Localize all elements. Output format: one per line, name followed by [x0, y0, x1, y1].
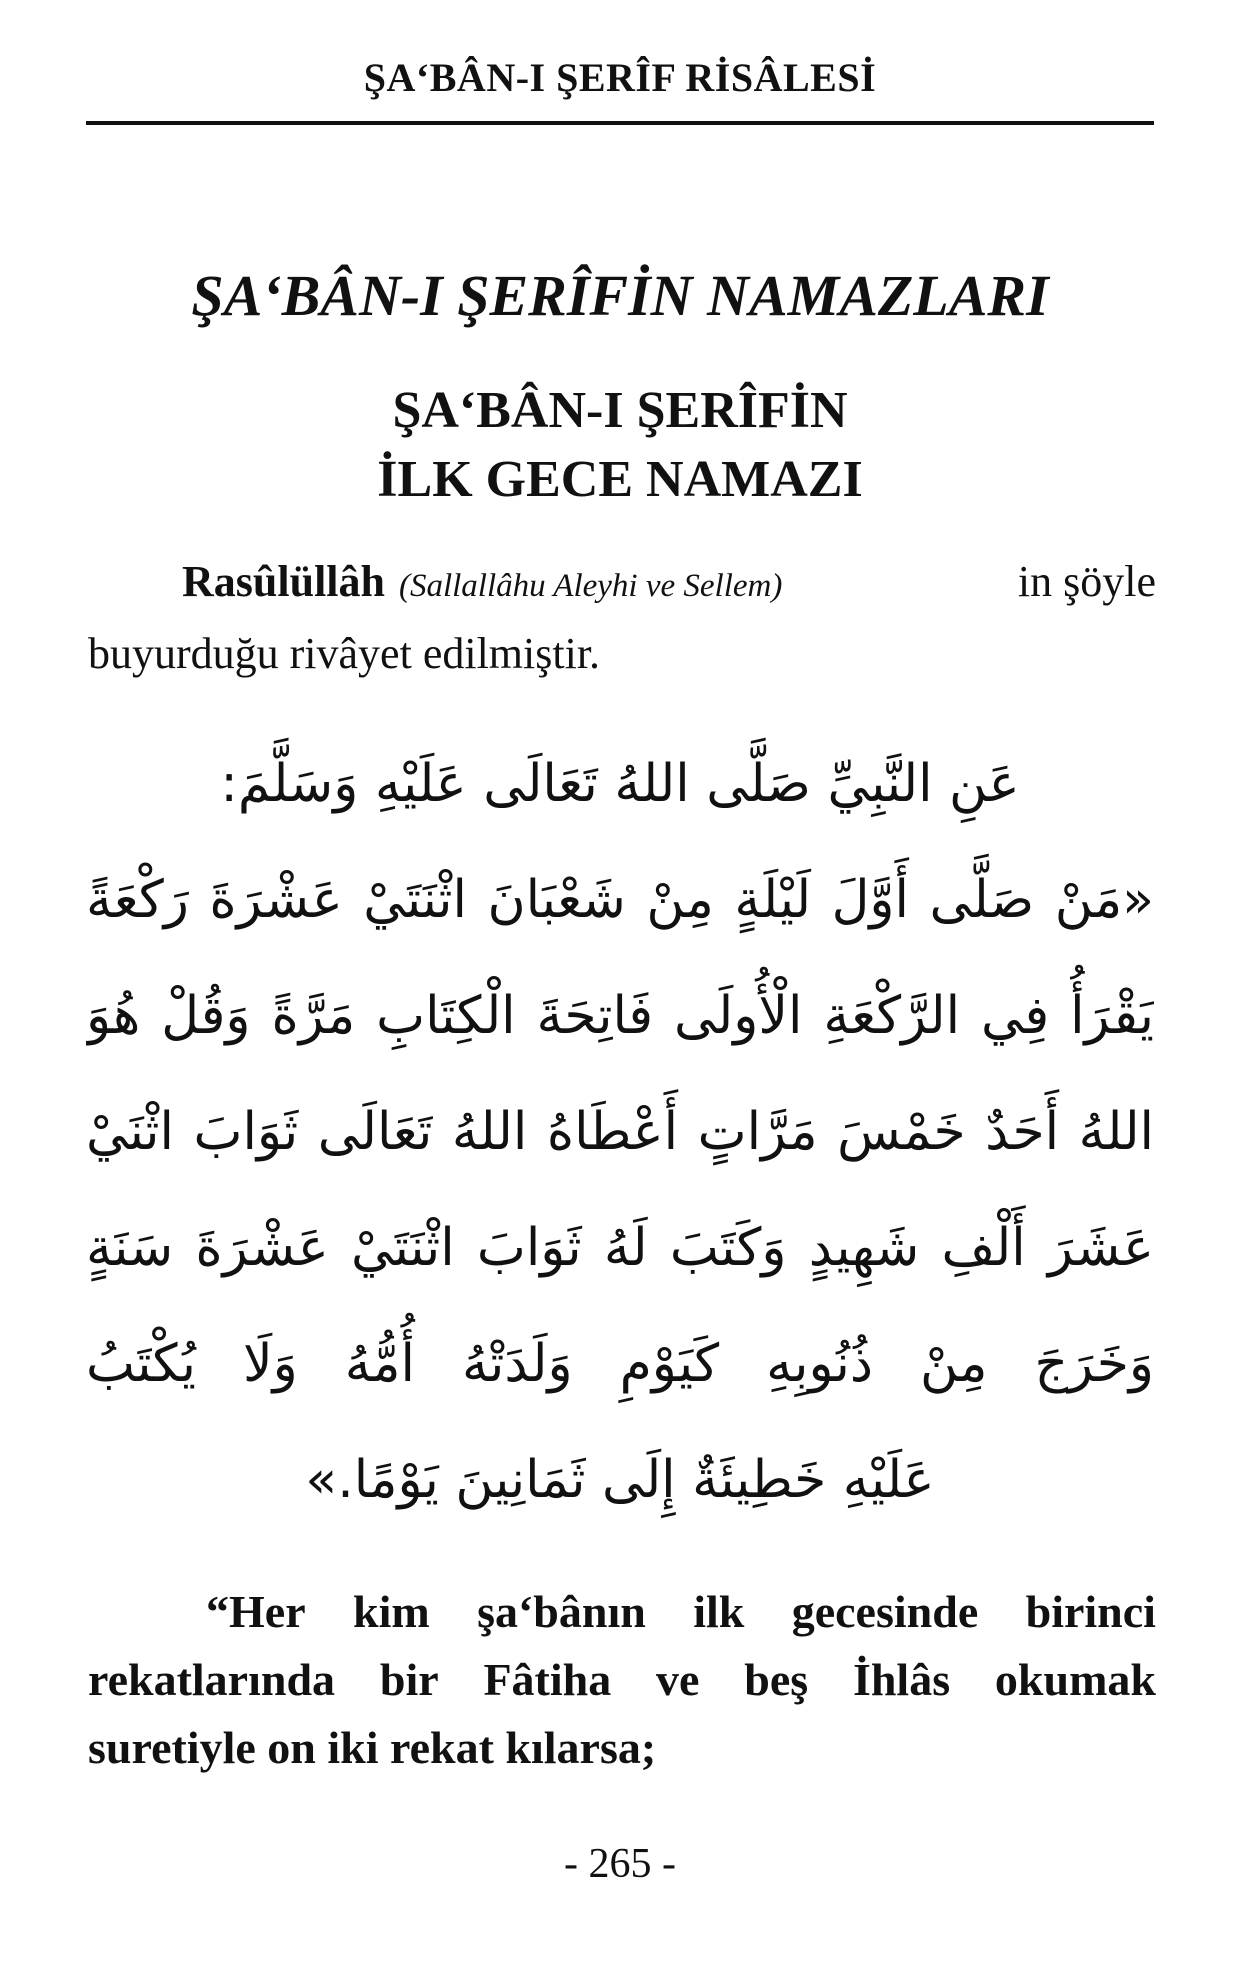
translation-line: suretiyle on iki rekat kılarsa; [88, 1722, 657, 1773]
translation-word: kim [353, 1586, 430, 1637]
intro-paragraph [88, 548, 1156, 688]
translation-word: beş [744, 1654, 809, 1705]
translation-line [88, 1646, 1156, 1714]
arabic-line: عَنِ النَّبِيِّ صَلَّى اللهُ تَعَالَى عَلَيْهِ وَسَلَّمَ: [220, 754, 1020, 814]
header-rule [86, 121, 1154, 125]
arabic-line: وَخَرَجَ مِنْ ذُنُوبِهِ كَيَوْمِ وَلَدَتْهُ أُمُّهُ وَلَا يُكْتَبُ [86, 1334, 1154, 1394]
translation-word: “Her [206, 1586, 306, 1637]
arabic-line: يَقْرَأُ فِي الرَّكْعَةِ الْأُولَى فَاتِحَةَ الْكِتَابِ مَرَّةً وَقُلْ هُوَ [86, 986, 1154, 1046]
intro-name: Rasûlüllâh [182, 557, 385, 606]
translation-word: rekatlarında [88, 1654, 336, 1705]
translation-word: şa‘bânın [477, 1586, 646, 1637]
arabic-line: عَلَيْهِ خَطِيئَةٌ إِلَى ثَمَانِينَ يَوْمًا.» [305, 1450, 935, 1510]
chapter-title: ŞA‘BÂN-I ŞERÎFİN NAMAZLARI [191, 263, 1049, 328]
translation-word: birinci [1025, 1586, 1156, 1637]
translation-word: ve [656, 1654, 700, 1705]
translation-word: Fâtiha [483, 1654, 612, 1705]
translation-line [88, 1578, 1156, 1646]
page-number: - 265 - [564, 1841, 676, 1887]
translation-paragraph [88, 1578, 1156, 1782]
translation-word: okumak [994, 1654, 1156, 1705]
translation-word: ilk [693, 1586, 745, 1637]
intro-second-line: buyurduğu rivâyet edilmiştir. [88, 629, 601, 678]
section-title-line-2: İLK GECE NAMAZI [377, 451, 863, 508]
intro-continuation: in şöyle [1017, 557, 1156, 606]
intro-honorific: (Sallallâhu Aleyhi ve Sellem) [398, 568, 783, 604]
intro-lead [182, 548, 782, 620]
arabic-line: اللهُ أَحَدٌ خَمْسَ مَرَّاتٍ أَعْطَاهُ اللهُ تَعَالَى ثَوَابَ اثْنَيْ [86, 1102, 1154, 1162]
arabic-line: «مَنْ صَلَّى أَوَّلَ لَيْلَةٍ مِنْ شَعْبَانَ اثْنَتَيْ عَشْرَةَ رَكْعَةً [86, 870, 1154, 930]
arabic-hadith-text [86, 726, 1154, 1538]
intro-first-line [88, 548, 1156, 620]
running-header: ŞA‘BÂN-I ŞERÎF RİSÂLESİ [363, 55, 877, 100]
translation-word: İhlâs [852, 1654, 951, 1705]
translation-word: bir [379, 1654, 439, 1705]
section-title-line-1: ŞA‘BÂN-I ŞERÎFİN [392, 382, 848, 439]
translation-word: gecesinde [791, 1586, 979, 1637]
arabic-line: عَشَرَ أَلْفِ شَهِيدٍ وَكَتَبَ لَهُ ثَوَابَ اثْنَتَيْ عَشْرَةَ سَنَةٍ [86, 1218, 1154, 1278]
